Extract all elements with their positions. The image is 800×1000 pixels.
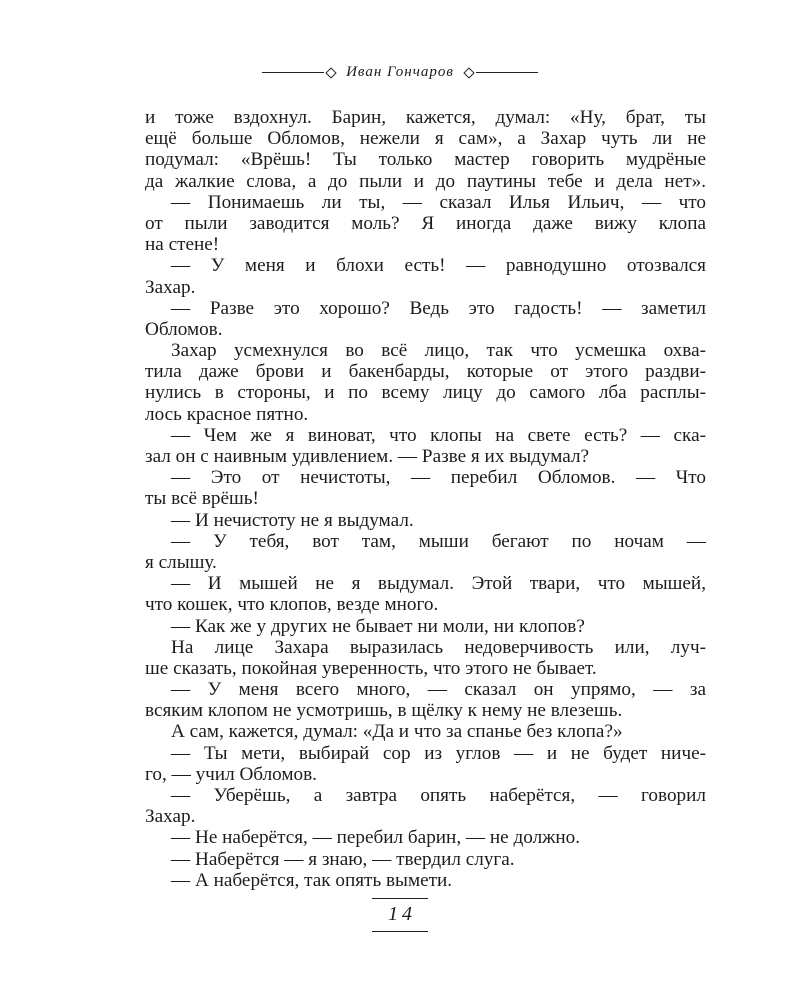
text-line: на стене! [145,234,220,256]
text-line: — Это от нечистоты, — перебил Обломов. — Что [171,467,706,489]
text-line: Обломов. [145,318,223,340]
text-line: я слышу. [145,551,217,573]
footer-rule-top [372,898,428,899]
text-line: А сам, кажется, думал: «Да и что за спанье без клопа?» [171,721,623,743]
text-line: Захар усмехнулся во всё лицо, так что усмешка охва- [171,340,706,362]
text-line: — Понимаешь ли ты, — сказал Илья Ильич, — что [171,191,706,213]
header-rule-line [476,72,538,73]
header-ornament-left [262,69,338,77]
text-line: всяким клопом не усмотришь, в щёлку к нему не влезешь. [145,700,623,722]
text-line: нулись в стороны, и по всему лицу до самого лба расплы- [145,382,706,404]
text-line: — У тебя, вот там, мыши бегают по ночам — [171,530,706,552]
text-line: — Уберёшь, а завтра опять наберётся, — говорил [171,785,706,806]
text-line: — И нечистоту не я выдумал. [171,509,414,531]
diamond-ornament-icon [463,67,474,78]
running-header [0,64,800,81]
text-line: — Наберётся — я знаю, — твердил слуга. [171,848,515,870]
text-line: что кошек, что клопов, везде много. [145,594,439,616]
text-line: — Разве это хорошо? Ведь это гадость! — заметил [171,297,706,319]
text-line: — А наберётся, так опять вымети. [171,869,453,891]
text-line: ше сказать, покойная уверенность, что этого не бывает. [145,657,597,679]
text-line: На лице Захара выразилась недоверчивость или, луч- [171,636,706,658]
text-line: го, — учил Обломов. [145,763,317,785]
header-rule-line [262,72,324,73]
text-line: ещё больше Обломов, нежели я сам», а Захар чуть ли не [145,128,706,150]
page-footer [0,898,800,932]
text-line: тила даже брови и бакенбарды, которые от этого раздви- [145,361,706,383]
text-line: Захар. [145,806,196,828]
text-line: Захар. [145,276,196,298]
text-line: от пыли заводится моль? Я иногда даже вижу клопа [145,212,706,234]
text-line: подумал: «Врёшь! Ты только мастер говорить мудрёные [145,149,706,171]
header-author-title: Иван Гончаров [346,64,454,80]
text-line: ты всё врёшь! [145,488,259,510]
text-line: — Чем же я виноват, что клопы на свете есть? — ска- [171,424,706,446]
diamond-ornament-icon [325,67,336,78]
text-line: — Как же у других не бывает ни моли, ни клопов? [171,615,585,637]
page-number: 14 [388,903,416,925]
text-line: — У меня и блохи есть! — равнодушно отозвался [171,255,706,277]
text-line: — И мышей не я выдумал. Этой твари, что мышей, [171,573,706,595]
text-line: — Ты мети, выбирай сор из углов — и не будет ничe- [171,742,706,764]
text-line: да жалкие слова, а до пыли и до паутины тебе и дела нет». [145,170,706,192]
text-line: и тоже вздохнул. Барин, кажется, думал: «Ну, брат, ты [145,107,706,128]
text-line: — У меня всего много, — сказал он упрямо, — за [171,679,706,701]
text-line: лось красное пятно. [145,403,309,425]
page-body-text [145,107,706,891]
text-line: — Не наберётся, — перебил барин, — не должно. [171,827,581,849]
text-line: зал он с наивным удивлением. — Разве я их выдумал? [145,446,590,467]
footer-rule-bottom [372,931,428,932]
header-ornament-right [462,69,538,77]
